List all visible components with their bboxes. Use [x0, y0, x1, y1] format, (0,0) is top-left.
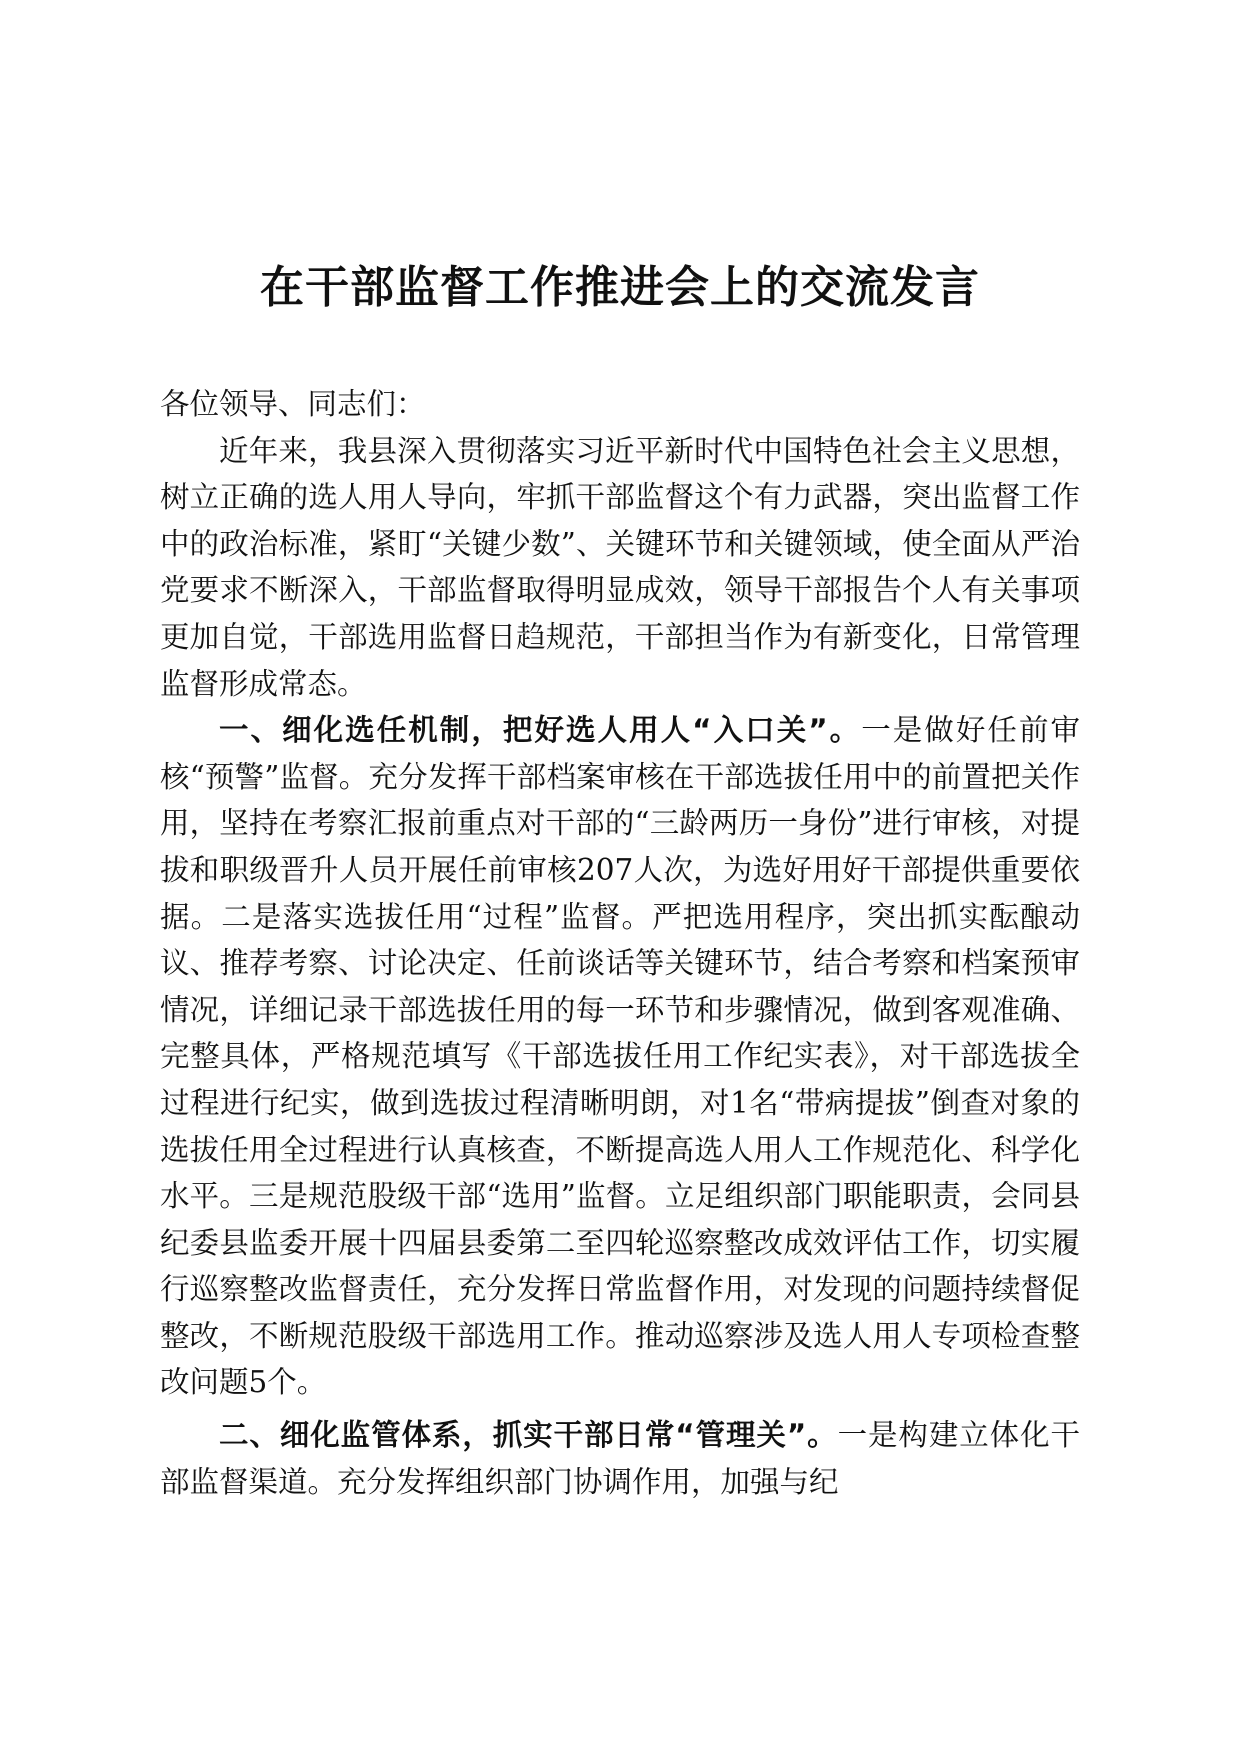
document-body	[160, 381, 1080, 1505]
section-2-heading: 二、细化监管体系，抓实干部日常“管理关”。	[219, 1418, 838, 1453]
paragraph-intro-text: 近年来，我县深入贯彻落实习近平新时代中国特色社会主义思想，树立正确的选人用人导向，牢抓干部监督这个有力武器，突出监督工作中的政治标准，紧盯“关键少数”、关键环节和关键领域，使全面从严治党要求不断深入，干部监督取得明显成效，领导干部报告个人有关事项更加自觉，干部选用监督日趋规范，干部担当作为有新变化，日常管理监督形成常态。	[160, 433, 1080, 701]
section-1-heading: 一、细化选任机制，把好选人用人“入口关”。	[219, 713, 862, 748]
salutation: 各位领导、同志们：	[160, 387, 426, 421]
section-2-text: 一是构建立体化干部监督渠道。充分发挥组织部门协调作用，加强与纪	[160, 1418, 1080, 1499]
document-title: 在干部监督工作推进会上的交流发言	[260, 262, 980, 313]
paragraph-intro	[160, 428, 1080, 708]
section-1-text: 一是做好任前审核“预警”监督。充分发挥干部档案审核在干部选拔任用中的前置把关作用，坚持在考察汇报前重点对干部的“三龄两历一身份”进行审核，对提拔和职级晋升人员开展任前审核207人次，为选好用好干部提供重要依据。二是落实选拔任用“过程”监督。严把选用程序，突出抓实酝酿动议、推荐考察、讨论决定、任前谈话等关键环节，结合考察和档案预审情况，详细记录干部选拔任用的每一环节和步骤情况，做到客观准确、完整具体，严格规范填写《干部选拔任用工作纪实表》，对干部选拔全过程进行纪实，做到选拔过程清晰明朗，对1名“带病提拔”倒查对象的选拔任用全过程进行认真核查，不断提高选人用人工作规范化、科学化水平。三是规范股级干部“选用”监督。立足组织部门职能职责，会同县纪委县监委开展十四届县委第二至四轮巡察整改成效评估工作，切实履行巡察整改监督责任，充分发挥日常监督作用，对发现的问题持续督促整改，不断规范股级干部选用工作。推动巡察涉及选人用人专项检查整改问题5个。	[160, 713, 1080, 1400]
paragraph-section-2	[160, 1412, 1080, 1505]
paragraph-section-1	[160, 707, 1080, 1406]
